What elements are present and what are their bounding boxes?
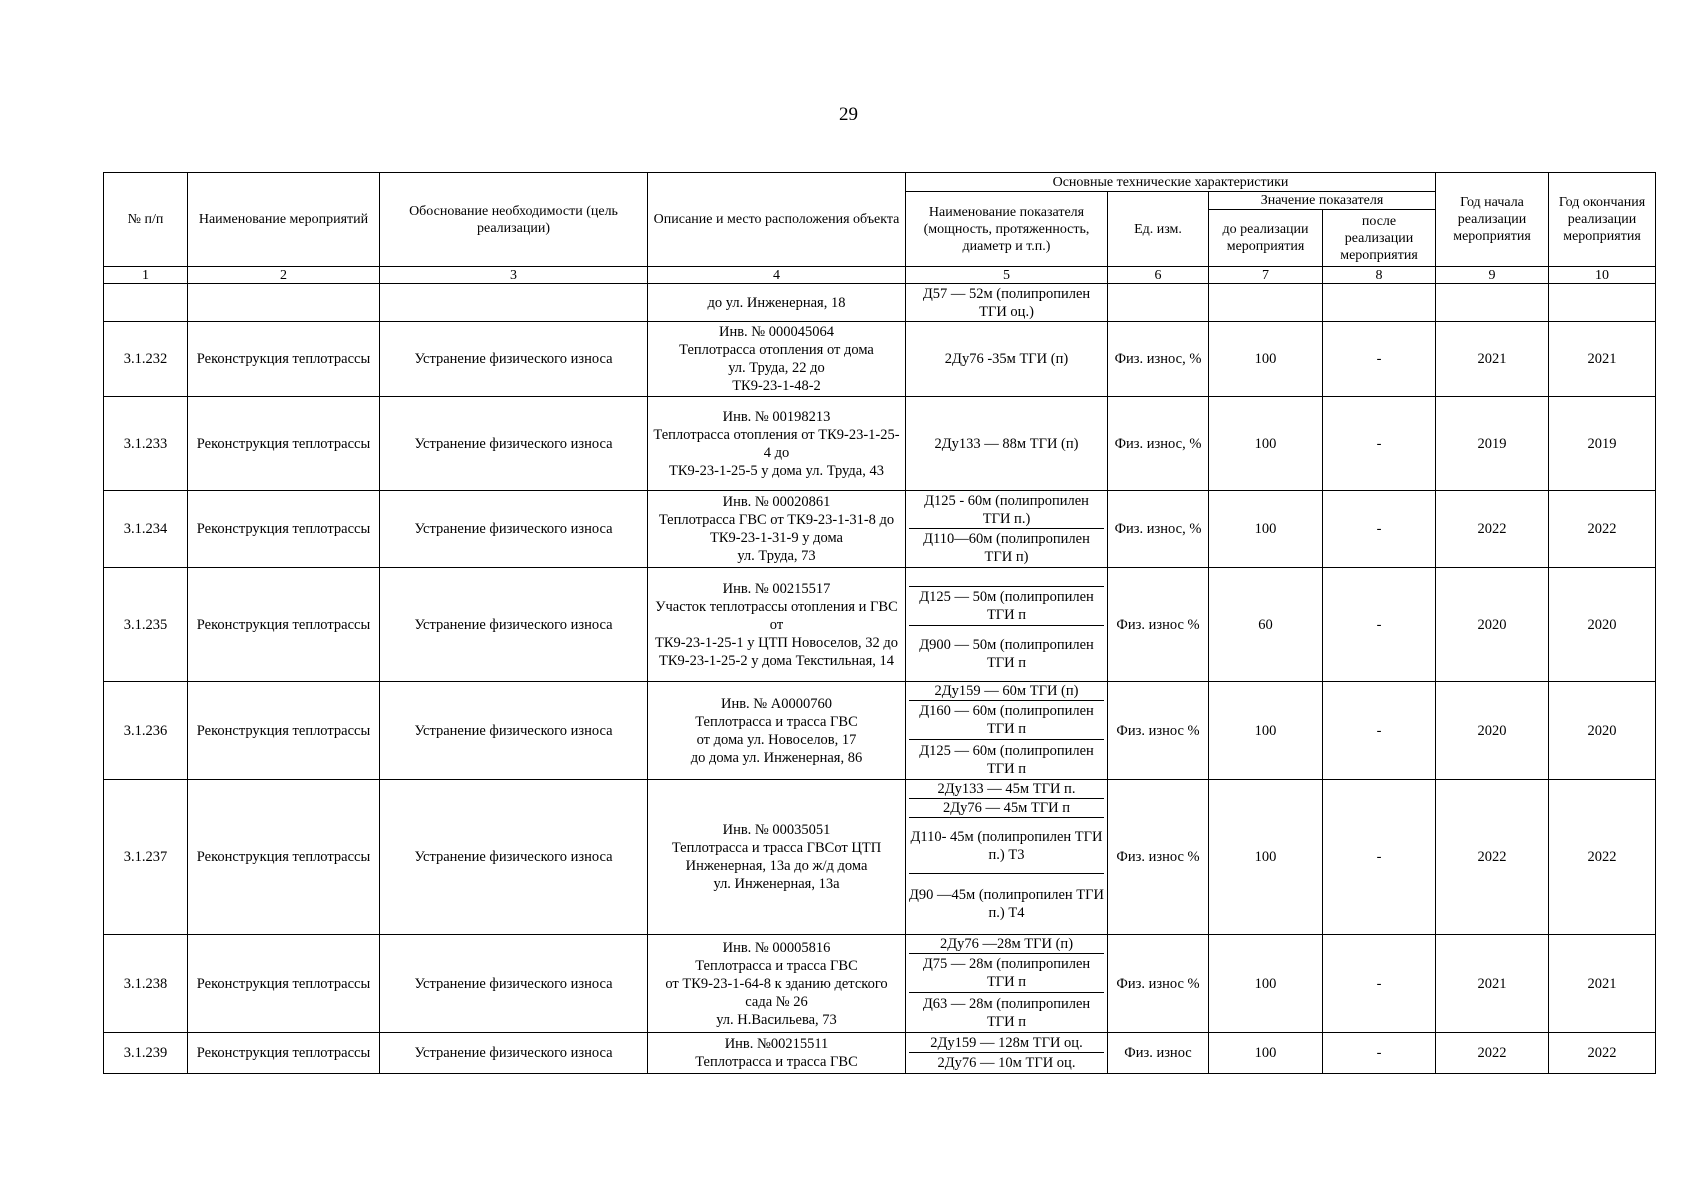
parameter-item: Д125 — 60м (полипропилен ТГИ п — [919, 742, 1094, 777]
parameter-cell — [906, 322, 1108, 397]
reason-cell: Устранение физического износа — [380, 491, 648, 568]
description-cell — [648, 491, 906, 568]
no-cell: 3.1.237 — [104, 780, 188, 935]
description-line: ТК9-23-1-48-2 — [732, 378, 821, 394]
parameter-cell — [906, 1033, 1108, 1074]
description-line: Теплотрасса и трасса ГВС — [695, 713, 858, 730]
table-row — [104, 568, 1656, 682]
before-cell: 60 — [1209, 568, 1323, 682]
unit-cell: Физ. износ — [1108, 1033, 1209, 1074]
parameter-item: 2Ду159 — 60м ТГИ (п) — [909, 682, 1104, 701]
parameter-item: 2Ду133 — 88м ТГИ (п) — [934, 435, 1079, 452]
after-cell: - — [1323, 397, 1436, 491]
parameter-item: Д75 — 28м (полипропилен ТГИ п — [909, 954, 1104, 993]
parameter-item: 2Ду76 — 45м ТГИ п — [909, 799, 1104, 818]
name-cell: Реконструкция теплотрассы — [188, 935, 380, 1033]
description-line: ул. Труда, 22 до — [728, 360, 825, 376]
header-reason: Обоснование необходимости (цель реализации) — [380, 173, 648, 267]
description-line: Теплотрасса и трасса ГВС — [695, 957, 858, 974]
description-cell — [648, 682, 906, 780]
header-description: Описание и место расположения объекта — [648, 173, 906, 267]
table-row — [104, 780, 1656, 935]
after-cell: - — [1323, 780, 1436, 935]
before-cell: 100 — [1209, 491, 1323, 568]
year-start-cell: 2022 — [1436, 1033, 1549, 1074]
description-line: ул. Инженерная, 13а — [713, 876, 840, 892]
header-year-end: Год окончания реализации мероприятия — [1549, 173, 1656, 267]
description-line: Инв. № А0000760 — [720, 695, 832, 712]
after-cell: - — [1323, 1033, 1436, 1074]
empty-cell — [1108, 284, 1209, 322]
year-end-cell: 2019 — [1549, 397, 1656, 491]
name-cell: Реконструкция теплотрассы — [188, 397, 380, 491]
description-line: ТК9-23-1-25-5 у дома ул. Труда, 43 — [669, 462, 884, 479]
column-number: 8 — [1323, 267, 1436, 284]
year-end-cell: 2021 — [1549, 935, 1656, 1033]
header-after: после реализации мероприятия — [1323, 210, 1436, 267]
description-line: Инв. № 00035051 — [722, 822, 831, 838]
description-line: Участок теплотрассы отопления и ГВС от — [655, 598, 898, 633]
column-number-row — [104, 267, 1656, 284]
parameter-item: 2Ду76 — 10м ТГИ оц. — [937, 1055, 1076, 1071]
description-line: Теплотрасса отопления от ТК9-23-1-25-4 до — [653, 426, 900, 461]
year-start-cell: 2022 — [1436, 780, 1549, 935]
description-line: Инв. № 00198213 — [722, 408, 831, 425]
unit-cell: Физ. износ % — [1108, 780, 1209, 935]
description-cell — [648, 1033, 906, 1074]
year-start-cell: 2022 — [1436, 491, 1549, 568]
description-line: Инв. № 00215517 — [722, 580, 831, 597]
description-line: от ТК9-23-1-64-8 к зданию детского сада № 26 — [665, 975, 888, 1010]
description-cell — [648, 322, 906, 397]
parameter-item: Д57 — 52м (полипропилен ТГИ оц.) — [922, 285, 1091, 320]
year-start-cell: 2020 — [1436, 568, 1549, 682]
parameter-item: Д90 —45м (полипропилен ТГИ п.) Т4 — [909, 887, 1105, 921]
description-line: ТК9-23-1-25-1 у ЦТП Новоселов, 32 до ТК9-23-1-25-2 у дома Текстильная, 14 — [655, 634, 898, 669]
column-number: 4 — [648, 267, 906, 284]
after-cell: - — [1323, 322, 1436, 397]
parameter-item: Д900 — 50м (полипропилен ТГИ п — [919, 636, 1094, 671]
header-year-start: Год начала реализации мероприятия — [1436, 173, 1549, 267]
column-number: 6 — [1108, 267, 1209, 284]
description-line: Инв. № 00020861 — [722, 494, 831, 510]
column-number: 5 — [906, 267, 1108, 284]
reason-cell: Устранение физического износа — [380, 322, 648, 397]
no-cell: 3.1.234 — [104, 491, 188, 568]
name-cell: Реконструкция теплотрассы — [188, 322, 380, 397]
year-end-cell: 2022 — [1549, 1033, 1656, 1074]
header-before: до реализации мероприятия — [1209, 210, 1323, 267]
description-line: Инв. № 000045064 — [718, 324, 835, 340]
before-cell: 100 — [1209, 682, 1323, 780]
column-number: 9 — [1436, 267, 1549, 284]
before-cell: 100 — [1209, 322, 1323, 397]
after-cell: - — [1323, 935, 1436, 1033]
column-number: 3 — [380, 267, 648, 284]
name-cell: Реконструкция теплотрассы — [188, 682, 380, 780]
description-line: до дома ул. Инженерная, 86 — [690, 749, 863, 766]
reason-cell: Устранение физического износа — [380, 568, 648, 682]
header-tech: Основные технические характеристики — [906, 173, 1436, 192]
parameter-item: 2Ду159 — 128м ТГИ оц. — [909, 1033, 1104, 1053]
parameter-item: 2Ду133 — 45м ТГИ п. — [909, 780, 1104, 799]
table-row — [104, 682, 1656, 780]
column-number: 2 — [188, 267, 380, 284]
reason-cell: Устранение физического износа — [380, 397, 648, 491]
continuation-row — [104, 284, 1656, 322]
no-cell: 3.1.239 — [104, 1033, 188, 1074]
table-row — [104, 491, 1656, 568]
parameter-cell — [906, 568, 1108, 682]
description-cell — [648, 568, 906, 682]
reason-cell: Устранение физического износа — [380, 780, 648, 935]
unit-cell: Физ. износ % — [1108, 682, 1209, 780]
parameter-item: Д110- 45м (полипропилен ТГИ п.) Т3 — [909, 818, 1104, 874]
description-cell — [648, 780, 906, 935]
unit-cell: Физ. износ % — [1108, 568, 1209, 682]
parameter-item: Д160 — 60м (полипропилен ТГИ п — [909, 701, 1104, 740]
column-number: 1 — [104, 267, 188, 284]
parameter-item: Д63 — 28м (полипропилен ТГИ п — [922, 995, 1091, 1030]
no-cell: 3.1.236 — [104, 682, 188, 780]
parameter-cell — [906, 935, 1108, 1033]
description-line: Теплотрасса и трасса ГВС — [695, 1054, 858, 1070]
year-end-cell: 2022 — [1549, 491, 1656, 568]
name-cell: Реконструкция теплотрассы — [188, 568, 380, 682]
before-cell: 100 — [1209, 780, 1323, 935]
reason-cell: Устранение физического износа — [380, 935, 648, 1033]
table-row — [104, 322, 1656, 397]
description-line: от дома ул. Новоселов, 17 — [696, 731, 857, 748]
year-start-cell: 2021 — [1436, 935, 1549, 1033]
reason-cell: Устранение физического износа — [380, 1033, 648, 1074]
header-no: № п/п — [104, 173, 188, 267]
column-number: 10 — [1549, 267, 1656, 284]
year-end-cell: 2022 — [1549, 780, 1656, 935]
parameter-item: 2Ду76 -35м ТГИ (п) — [944, 351, 1069, 367]
header-param-name: Наименование показателя (мощность, протяженность, диаметр и т.п.) — [906, 192, 1108, 267]
name-cell — [188, 284, 380, 322]
unit-cell: Физ. износ % — [1108, 935, 1209, 1033]
no-cell: 3.1.233 — [104, 397, 188, 491]
table-header — [104, 173, 1656, 284]
measures-table — [103, 172, 1656, 1074]
description-line: Теплотрасса отопления от дома — [679, 342, 874, 358]
empty-cell — [1323, 284, 1436, 322]
table-row — [104, 935, 1656, 1033]
year-end-cell: 2020 — [1549, 682, 1656, 780]
empty-cell — [1436, 284, 1549, 322]
table-body — [104, 284, 1656, 1074]
description-line: Теплотрасса ГВС от ТК9-23-1-31-8 до ТК9-23-1-31-9 у дома — [658, 512, 895, 546]
name-cell: Реконструкция теплотрассы — [188, 780, 380, 935]
after-cell: - — [1323, 682, 1436, 780]
before-cell: 100 — [1209, 935, 1323, 1033]
parameter-item: Д125 - 60м (полипропилен ТГИ п.) — [909, 491, 1104, 529]
description-line: Инв. № 00005816 — [722, 939, 831, 956]
description-line: ул. Н.Васильева, 73 — [716, 1011, 837, 1028]
parameter-cell — [906, 491, 1108, 568]
no-cell — [104, 284, 188, 322]
year-start-cell: 2019 — [1436, 397, 1549, 491]
name-cell: Реконструкция теплотрассы — [188, 491, 380, 568]
unit-cell: Физ. износ, % — [1108, 491, 1209, 568]
table-row — [104, 397, 1656, 491]
description-line: до ул. Инженерная, 18 — [707, 294, 846, 311]
name-cell: Реконструкция теплотрассы — [188, 1033, 380, 1074]
table-row — [104, 1033, 1656, 1074]
parameter-cell — [906, 397, 1108, 491]
year-start-cell: 2020 — [1436, 682, 1549, 780]
empty-cell — [1549, 284, 1656, 322]
year-start-cell: 2021 — [1436, 322, 1549, 397]
unit-cell: Физ. износ, % — [1108, 397, 1209, 491]
parameter-item: Д110—60м (полипропилен ТГИ п) — [923, 531, 1090, 565]
description-line: Инв. №00215511 — [724, 1036, 829, 1052]
empty-cell — [1209, 284, 1323, 322]
reason-cell — [380, 284, 648, 322]
page-number: 29 — [839, 104, 858, 125]
description-cell — [648, 284, 906, 322]
year-end-cell: 2020 — [1549, 568, 1656, 682]
parameter-cell — [906, 780, 1108, 935]
parameter-item: 2Ду76 —28м ТГИ (п) — [909, 935, 1104, 954]
column-number: 7 — [1209, 267, 1323, 284]
parameter-item — [909, 568, 1104, 587]
parameter-cell — [906, 284, 1108, 322]
before-cell: 100 — [1209, 1033, 1323, 1074]
no-cell: 3.1.232 — [104, 322, 188, 397]
description-cell — [648, 397, 906, 491]
no-cell: 3.1.235 — [104, 568, 188, 682]
unit-cell: Физ. износ, % — [1108, 322, 1209, 397]
description-cell — [648, 935, 906, 1033]
reason-cell: Устранение физического износа — [380, 682, 648, 780]
after-cell: - — [1323, 491, 1436, 568]
before-cell: 100 — [1209, 397, 1323, 491]
description-line: Теплотрасса и трасса ГВСот ЦТП Инженерная, 13а до ж/д дома — [671, 840, 882, 874]
year-end-cell: 2021 — [1549, 322, 1656, 397]
parameter-item: Д125 — 50м (полипропилен ТГИ п — [909, 587, 1104, 626]
description-line: ул. Труда, 73 — [737, 548, 816, 564]
header-name: Наименование мероприятий — [188, 173, 380, 267]
no-cell: 3.1.238 — [104, 935, 188, 1033]
header-unit: Ед. изм. — [1108, 192, 1209, 267]
after-cell: - — [1323, 568, 1436, 682]
header-value: Значение показателя — [1209, 192, 1436, 210]
parameter-cell — [906, 682, 1108, 780]
